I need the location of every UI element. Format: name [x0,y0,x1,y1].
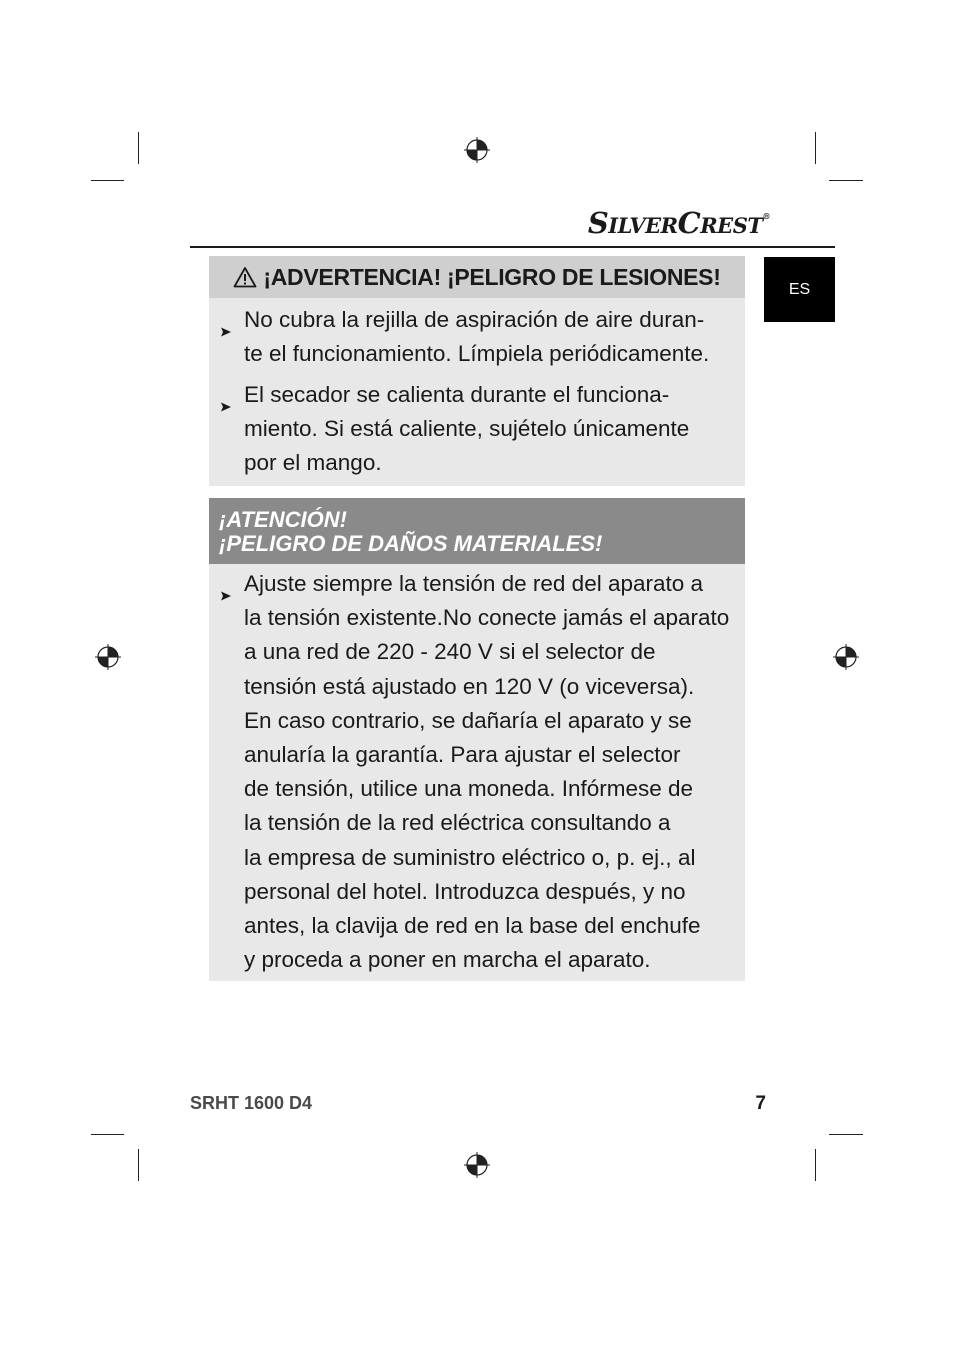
crop-mark [91,1134,124,1135]
registration-mark-icon [833,644,859,670]
header-rule [190,246,835,248]
crop-mark [829,180,863,181]
arrow-bullet-icon [220,389,232,423]
footer-model-number: SRHT 1600 D4 [190,1093,313,1113]
text-line: tensión está ajustado en 120 V (o viceversa). [244,673,695,699]
text-line: la tensión existente.No conecte jamás el aparato [244,605,730,631]
crop-mark [815,132,816,164]
text-line: En caso contrario, se dañaría el aparato y se [244,707,692,733]
caution-title-line: ¡ATENCIÓN! [219,507,347,532]
text-line: anularía la garantía. Para ajustar el selector [244,742,681,768]
language-tab-label: ES [788,280,811,298]
text-line: El secador se calienta durante el funciona- [244,382,670,407]
text-line: a una red de 220 - 240 V si el selector de [244,639,656,665]
brand-letter: S [587,206,609,240]
text-line: la empresa de suministro eléctrico o, p. ej., al [244,844,696,870]
warning-title: ¡ADVERTENCIA! ¡PELIGRO DE LESIONES! [263,263,721,290]
page-number: 7 [755,1093,766,1114]
text-line: la tensión de la red eléctrica consultando a [244,810,671,836]
bullet-text [244,378,732,481]
text-line: de tensión, utilice una moneda. Infórmese de [244,776,694,802]
brand-letter: C [677,206,701,240]
bullet-text [244,303,732,371]
registration-mark-icon [464,137,490,163]
brand-letters: REST [700,213,763,238]
brand-letters: ILVER [608,213,678,238]
registration-mark-icon [95,644,121,670]
crop-mark [829,1134,863,1135]
crop-mark [138,132,139,164]
text-line: te el funcionamiento. Límpiela periódicamente. [244,341,710,367]
language-tab [764,257,835,322]
text-line: No cubra la rejilla de aspiración de aire duran- [244,307,705,332]
text-line: por el mango. [244,450,382,476]
text-line: y proceda a poner en marcha el aparato. [244,947,651,973]
text-line: antes, la clavija de red en la base del enchufe [244,913,701,939]
crop-mark [138,1149,139,1181]
warning-box [209,256,745,486]
arrow-bullet-icon [220,314,232,348]
text-line: personal del hotel. Introduzca después, y no [244,878,686,904]
caution-title-line: ¡PELIGRO DE DAÑOS MATERIALES! [219,531,603,556]
crop-mark [91,180,124,181]
warning-triangle-icon [233,266,257,288]
registered-mark: ® [762,211,770,221]
warning-header [209,256,745,298]
arrow-bullet-icon [220,578,232,612]
caution-box [209,498,745,981]
crop-mark [815,1149,816,1181]
text-line: Ajuste siempre la tensión de red del aparato a [244,571,704,596]
bullet-text [244,567,732,977]
caution-header [209,498,745,564]
text-line: miento. Si está caliente, sujételo únicamente [244,416,690,442]
registration-mark-icon [464,1152,490,1178]
brand-logo [560,206,770,240]
